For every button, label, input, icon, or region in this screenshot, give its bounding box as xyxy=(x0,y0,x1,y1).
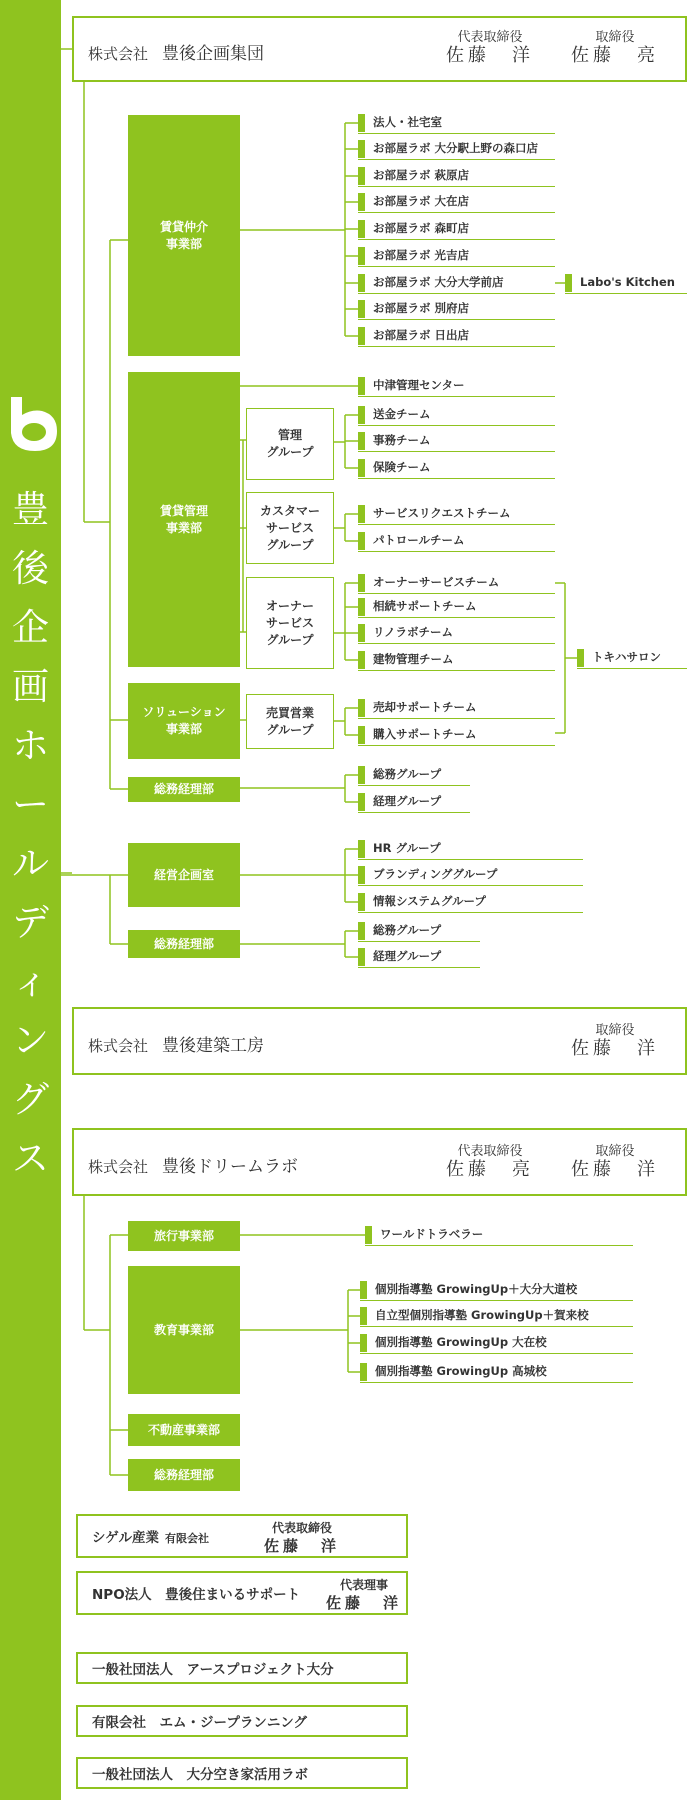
team-item: オーナーサービスチーム xyxy=(358,572,555,594)
shop-item: お部屋ラボ 萩原店 xyxy=(358,165,555,187)
team-item: 送金チーム xyxy=(358,404,555,426)
shop-item: お部屋ラボ 光吉店 xyxy=(358,245,555,267)
holdings-title-char: グ xyxy=(12,1078,49,1121)
executive-role xyxy=(264,1520,340,1556)
company-box-bungo-kenchiku xyxy=(72,1007,687,1075)
role-title: 代表取締役 xyxy=(457,30,523,45)
dept-somu-keiri: 総務経理部 xyxy=(128,777,240,802)
executive-role xyxy=(571,30,659,66)
role-name: 佐藤 亮 xyxy=(571,45,659,66)
team-item: リノラボチーム xyxy=(358,622,555,644)
company-name xyxy=(88,1031,264,1056)
company-name xyxy=(88,39,264,64)
executive-role xyxy=(446,1144,534,1180)
holdings-title-char: 豊 xyxy=(12,488,49,531)
holdings-title-char: ィ xyxy=(12,960,49,1003)
holdings-title-char: ス xyxy=(12,1137,49,1180)
executive-role xyxy=(446,30,534,66)
group-item: ブランディンググループ xyxy=(358,864,583,886)
tokiwa-salon-item: トキハサロン xyxy=(577,647,687,669)
group-item: 経理グループ xyxy=(358,946,480,968)
executive-role xyxy=(326,1577,402,1613)
school-item: 個別指導塾 GrowingUp 大在校 xyxy=(360,1332,633,1354)
shop-item: お部屋ラボ 別府店 xyxy=(358,298,555,320)
company-prefix: 株式会社 xyxy=(88,45,149,63)
holdings-title-char: デ xyxy=(12,901,49,944)
holdings-title-char: ン xyxy=(12,1019,49,1062)
company-name: 一般社団法人 アースプロジェクト大分 xyxy=(92,1662,334,1678)
company-name: NPO法人 豊後住まいるサポート xyxy=(92,1587,301,1603)
group-item: 総務グループ xyxy=(358,920,480,942)
company-title: 豊後ドリームラボ xyxy=(162,1157,299,1177)
b-logo-icon xyxy=(5,395,59,453)
role-title: 取締役 xyxy=(595,1144,635,1159)
labo-kitchen-item: Labo's Kitchen xyxy=(565,272,687,294)
role-title: 取締役 xyxy=(595,30,635,45)
shop-item: お部屋ラボ 大分大学前店 xyxy=(358,272,555,294)
role-name: 佐藤 洋 xyxy=(264,1537,341,1555)
company-box-npo xyxy=(76,1571,408,1615)
company-title: 豊後企画集団 xyxy=(162,44,265,64)
role-title: 代表取締役 xyxy=(272,1521,333,1535)
role-name: 佐藤 洋 xyxy=(446,45,534,66)
company-name: 一般社団法人 大分空き家活用ラボ xyxy=(92,1767,308,1783)
group-item: HR グループ xyxy=(358,838,583,860)
team-item: 購入サポートチーム xyxy=(358,724,555,746)
role-name: 佐藤 洋 xyxy=(326,1594,403,1612)
company-name xyxy=(88,1152,298,1177)
team-item: 保険チーム xyxy=(358,457,555,479)
company-prefix: 株式会社 xyxy=(88,1158,149,1176)
dept-fudosan: 不動産事業部 xyxy=(128,1414,240,1446)
dept-somu-keiri: 総務経理部 xyxy=(128,1459,240,1491)
team-item: 売却サポートチーム xyxy=(358,697,555,719)
holdings-title-char: ホ xyxy=(12,724,49,767)
dept-chintai-kanri: 賃貸管理 事業部 xyxy=(128,372,240,667)
company-prefix: 株式会社 xyxy=(88,1037,149,1055)
dept-solution: ソリューション 事業部 xyxy=(128,683,240,759)
dept-keiei-kikaku: 経営企画室 xyxy=(128,843,240,907)
holdings-title-char: 画 xyxy=(12,665,49,708)
team-item: パトロールチーム xyxy=(358,530,555,552)
dept-somu-keiri: 総務経理部 xyxy=(128,930,240,958)
team-item: 相続サポートチーム xyxy=(358,596,555,618)
role-title: 代表理事 xyxy=(340,1578,389,1592)
company-box-mg-planning xyxy=(76,1705,408,1737)
shop-item: お部屋ラボ 森町店 xyxy=(358,218,555,240)
holdings-title-char: 企 xyxy=(12,606,49,649)
role-title: 代表取締役 xyxy=(457,1144,523,1159)
team-item: 事務チーム xyxy=(358,430,555,452)
school-item: 個別指導塾 GrowingUp＋大分大道校 xyxy=(360,1279,633,1301)
company-box-shigeru xyxy=(76,1514,408,1558)
role-name: 佐藤 亮 xyxy=(446,1159,534,1180)
company-box-bungo-kikaku xyxy=(72,16,687,82)
group-customer-service: カスタマー サービス グループ xyxy=(246,492,334,564)
holdings-title-char: 後 xyxy=(12,547,49,590)
company-title: 豊後建築工房 xyxy=(162,1036,265,1056)
company-box-earth-project xyxy=(76,1652,408,1684)
shop-item: お部屋ラボ 日出店 xyxy=(358,325,555,347)
executive-role xyxy=(571,1023,659,1059)
group-item: 総務グループ xyxy=(358,764,470,786)
team-item: 建物管理チーム xyxy=(358,649,555,671)
group-kanri: 管理 グループ xyxy=(246,408,334,480)
shop-item: 法人・社宅室 xyxy=(358,112,555,134)
company-title: シゲル産業 xyxy=(92,1530,159,1546)
school-item: 自立型個別指導塾 GrowingUp＋賀来校 xyxy=(360,1305,633,1327)
role-name: 佐藤 洋 xyxy=(571,1038,659,1059)
group-item: 情報システムグループ xyxy=(358,891,583,913)
role-name: 佐藤 洋 xyxy=(571,1159,659,1180)
dept-ryoko: 旅行事業部 xyxy=(128,1221,240,1251)
company-suffix: 有限会社 xyxy=(164,1532,209,1545)
company-box-bungo-dream-lab xyxy=(72,1128,687,1196)
company-box-akiya-lab xyxy=(76,1757,408,1789)
holdings-title-char: ル xyxy=(12,842,49,885)
shop-item: お部屋ラボ 大在店 xyxy=(358,191,555,213)
company-name xyxy=(92,1526,215,1546)
school-item: 個別指導塾 GrowingUp 高城校 xyxy=(360,1361,633,1383)
group-baibai: 売買営業 グループ xyxy=(246,694,334,749)
role-title: 取締役 xyxy=(595,1023,635,1038)
team-item: サービスリクエストチーム xyxy=(358,503,555,525)
holdings-title-char: ー xyxy=(12,783,49,826)
world-traveler-item: ワールドトラベラー xyxy=(365,1224,633,1246)
shop-item: お部屋ラボ 大分駅上野の森口店 xyxy=(358,138,555,160)
group-owner-service: オーナー サービス グループ xyxy=(246,577,334,669)
nakatsu-center-item: 中津管理センター xyxy=(358,375,555,397)
executive-role xyxy=(571,1144,659,1180)
holdings-vertical-title xyxy=(0,480,61,1188)
group-item: 経理グループ xyxy=(358,791,470,813)
company-name: 有限会社 エム・ジープランニング xyxy=(92,1715,308,1731)
dept-kyoiku: 教育事業部 xyxy=(128,1266,240,1394)
dept-chintai-chukai: 賃貸仲介 事業部 xyxy=(128,115,240,356)
